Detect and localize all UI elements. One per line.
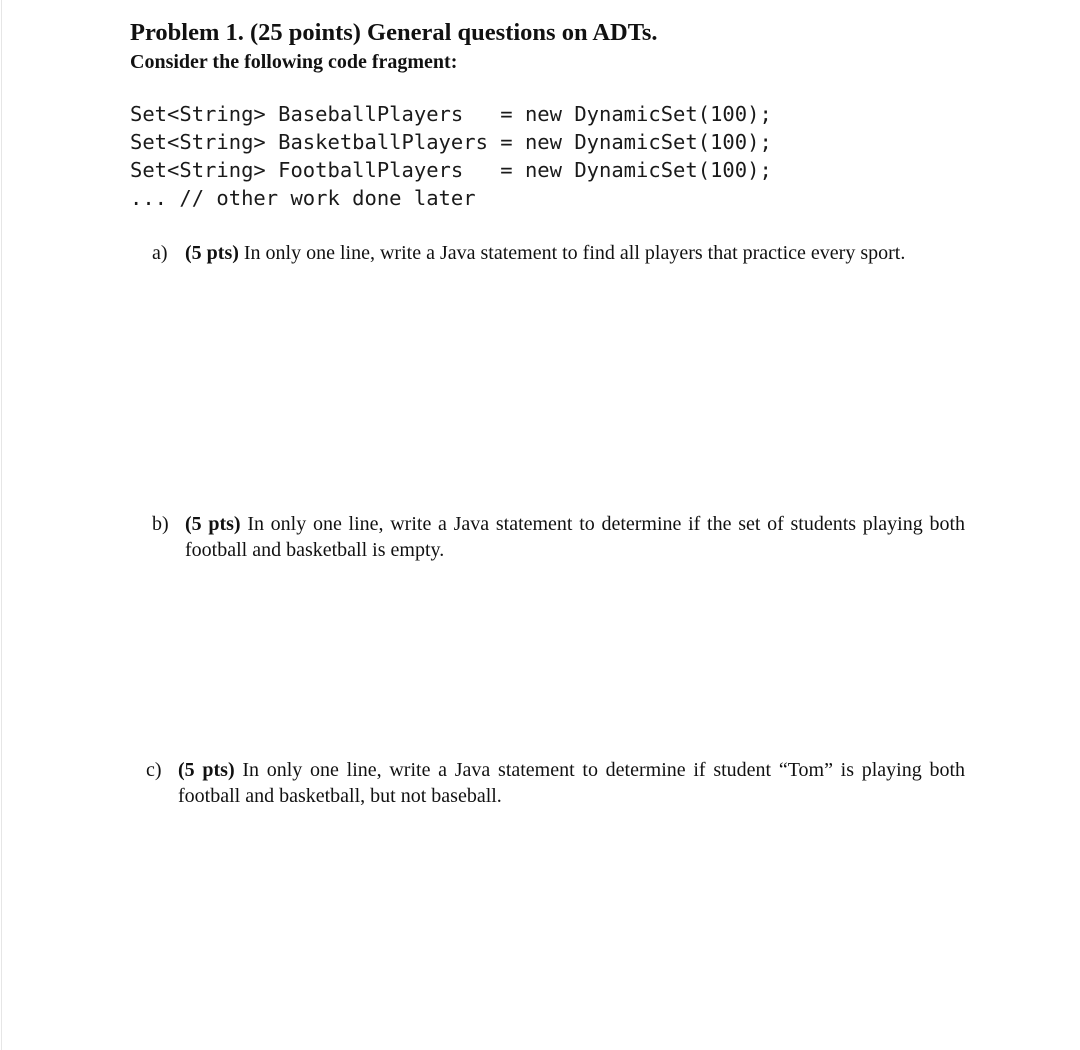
question-a-points: (5 pts) (185, 242, 239, 264)
question-c-points: (5 pts) (178, 759, 235, 781)
question-b-text: In only one line, write a Java statement to determine if the set of students playing both football and basketball is empty. (185, 513, 965, 561)
code-fragment (130, 100, 772, 212)
code-line-comment: ... // other work done later (130, 186, 476, 210)
question-a-body (185, 240, 982, 266)
code-line-baseball: Set<String> BaseballPlayers = new DynamicSet(100); (130, 102, 772, 126)
question-c (146, 757, 976, 809)
question-b (152, 511, 982, 563)
question-a (152, 240, 982, 266)
problem-subtitle: Consider the following code fragment: (130, 51, 458, 73)
page-edge (1, 0, 2, 1050)
question-a-text: In only one line, write a Java statement to find all players that practice every sport. (243, 242, 906, 264)
question-b-body (185, 511, 965, 563)
question-a-label: a) (152, 242, 168, 264)
code-line-basketball: Set<String> BasketballPlayers = new DynamicSet(100); (130, 130, 772, 154)
question-c-body (178, 757, 965, 809)
problem-title: Problem 1. (25 points) General questions on ADTs. (130, 19, 658, 46)
code-line-football: Set<String> FootballPlayers = new DynamicSet(100); (130, 158, 772, 182)
question-c-label: c) (146, 759, 162, 781)
question-c-text: In only one line, write a Java statement to determine if student “Tom” is playing both football and basketball, but not baseball. (178, 759, 966, 807)
question-b-label: b) (152, 513, 169, 535)
question-b-points: (5 pts) (185, 513, 241, 535)
